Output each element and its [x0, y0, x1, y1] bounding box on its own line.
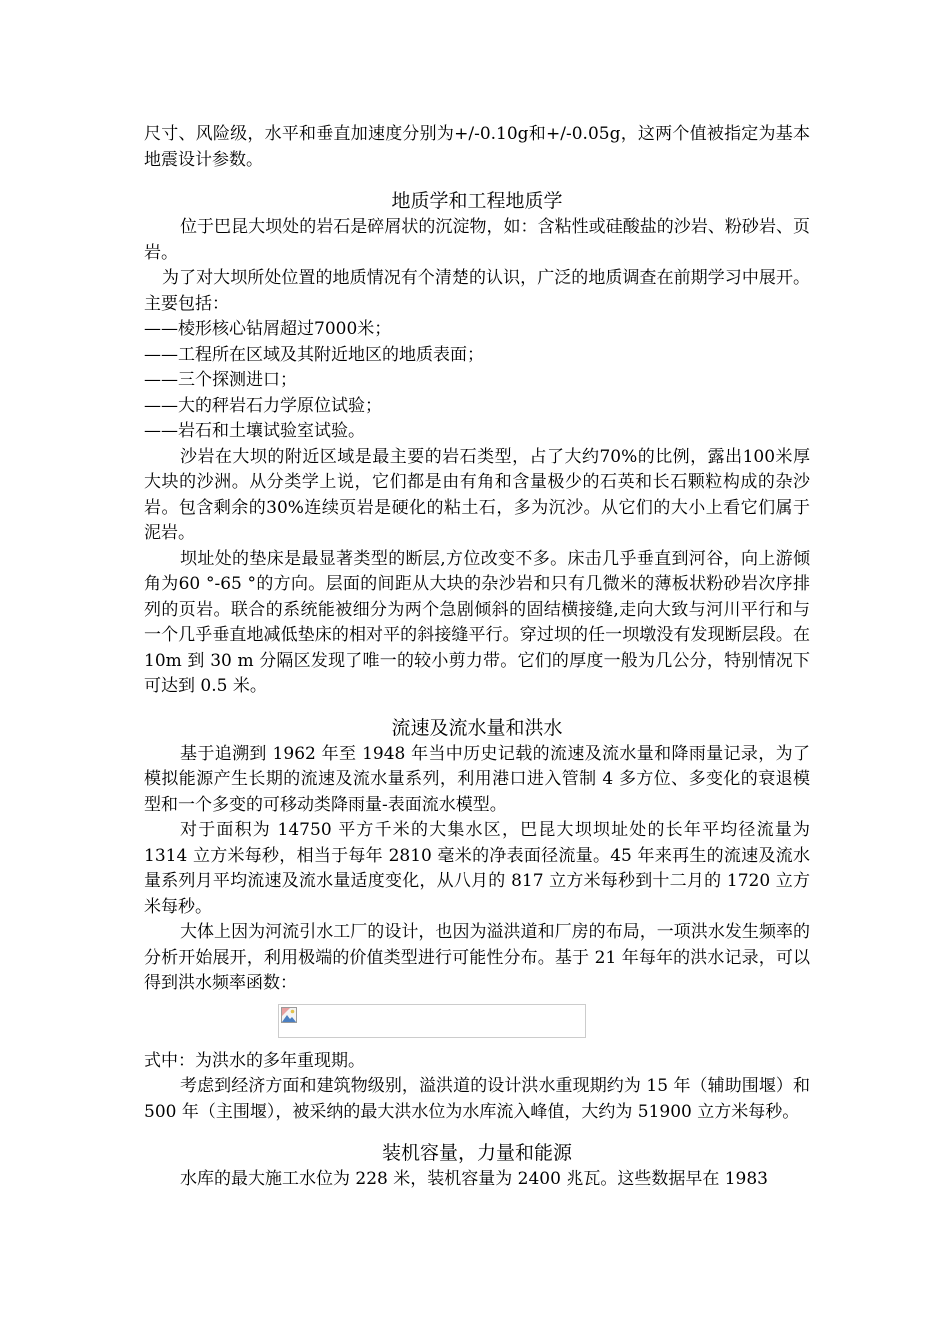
list-item: ——棱形核心钻屑超过7000米；	[144, 319, 392, 339]
section-heading-flow: 流速及流水量和洪水	[391, 716, 563, 739]
geology-paragraph-3: 沙岩在大坝的附近区域是最主要的岩石类型，占了大约70%的比例，露出100米厚大块的沙洲。从分类学上说，它们都是由有角和含量极少的石英和长石颗粒构成的杂沙岩。包含剩余的30%连续页岩是硬化的粘土石，多为沉沙。从它们的大小上看它们属于泥岩。	[144, 446, 810, 543]
flow-paragraph-3: 大体上因为河流引水工厂的设计，也因为溢洪道和厂房的布局，一项洪水发生频率的分析开始展开，利用极端的价值类型进行可能性分布。基于 21 年每年的洪水记录，可以得到洪水频率函数：	[144, 922, 810, 993]
flow-paragraph-2: 对于面积为 14750 平方千米的大集水区，巴昆大坝坝址处的长年平均径流量为 1314 立方米每秒，相当于每年 2810 毫米的净表面径流量。45 年来再生的流速及流水量系列月平均流速及流水量适度变化，从八月的 817 立方米每秒到十二月的 1720 立方米每秒。	[144, 820, 810, 917]
flow-paragraph-1: 基于追溯到 1962 年至 1948 年当中历史记载的流速及流水量和降雨量记录，为了模拟能源产生长期的流速及流水量系列，利用港口进入管制 4 多方位、多变化的衰退模型和一个多变的可移动类降雨量-表面流水模型。	[144, 743, 810, 815]
section-heading-capacity: 装机容量，力量和能源	[381, 1142, 572, 1164]
spacer	[144, 1125, 810, 1139]
list-item: ——工程所在区域及其附近地区的地质表面；	[144, 344, 484, 365]
section-heading-geology: 地质学和工程地质学	[391, 190, 563, 212]
document-page	[144, 122, 810, 1193]
geology-paragraph-2: 为了对大坝所处位置的地质情况有个清楚的认识，广泛的地质调查在前期学习中展开。主要包括：	[144, 268, 810, 314]
flow-paragraph-5: 考虑到经济方面和建筑物级别，溢洪道的设计洪水重现期约为 15 年（辅助围堰）和 500 年（主围堰），被采纳的最大洪水位为水库流入峰值，大约为 51900 立方米每秒。	[144, 1076, 810, 1122]
geology-paragraph-4: 坝址处的垫床是最显著类型的断层,方位改变不多。床击几乎垂直到河谷，向上游倾角为60 °-65 °的方向。层面的间距从大块的杂沙岩和只有几微米的薄板状粉砂岩次序排列的页岩。联合的系统能被细分为两个急剧倾斜的固结横接缝,走向大致与河川平行和与一个几乎垂直地减低垫床的相对平的斜接缝平行。穿过坝的任一坝墩没有发现断层段。在 10m 到 30 m 分隔区发现了唯一的较小剪力带。它们的厚度一般为几公分，特别情况下可达到 0.5 米。	[144, 548, 810, 696]
list-item: ——岩石和土壤试验室试验。	[144, 421, 365, 441]
list-item: ——大的秤岩石力学原位试验；	[144, 395, 382, 416]
spacer	[144, 173, 810, 187]
intro-paragraph: 尺寸、风险级，水平和垂直加速度分别为+/-0.10g和+/-0.05g，这两个值被指定为基本地震设计参数。	[144, 124, 810, 170]
formula-image-placeholder	[278, 1004, 586, 1038]
spacer	[144, 700, 810, 714]
broken-image-icon	[281, 1007, 297, 1023]
flow-paragraph-4: 式中：为洪水的多年重现期。	[144, 1050, 365, 1071]
list-item: ——三个探测进口；	[144, 370, 297, 390]
capacity-paragraph-1: 水库的最大施工水位为 228 米，装机容量为 2400 兆瓦。这些数据早在 1983	[180, 1169, 768, 1189]
formula-image-row	[144, 997, 810, 1049]
geology-paragraph-1: 位于巴昆大坝处的岩石是碎屑状的沉淀物，如：含粘性或硅酸盐的沙岩、粉砂岩、页岩。	[144, 217, 810, 263]
